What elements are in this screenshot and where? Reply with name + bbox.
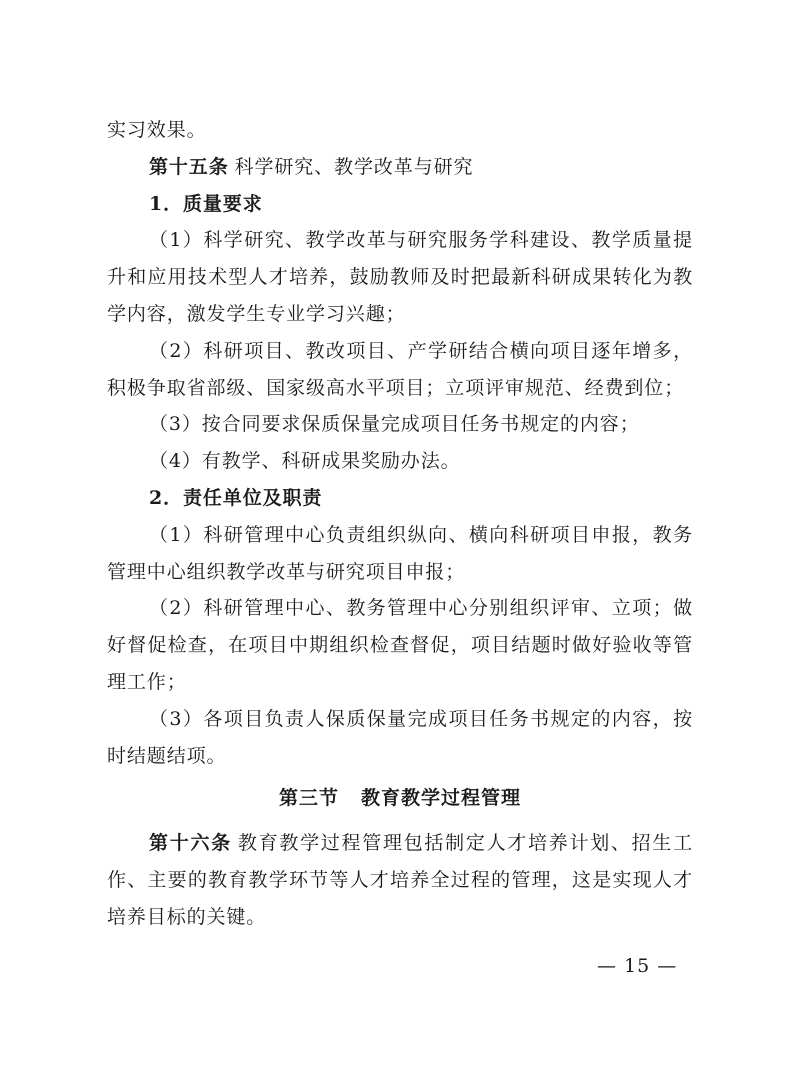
list-item: （1）科学研究、教学改革与研究服务学科建设、教学质量提升和应用技术型人才培养，鼓励教师及时把最新科研成果转化为教学内容，激发学生专业学习兴趣；: [107, 229, 693, 325]
list-item: （4）有教学、科研成果奖励办法。: [149, 450, 461, 473]
article-16-label: 第十六条: [149, 832, 232, 855]
list-item: （3）各项目负责人保质保量完成项目任务书规定的内容，按时结题结项。: [107, 707, 693, 767]
section-heading: [107, 780, 693, 817]
subheading-quality-requirements: 1．质量要求: [149, 192, 263, 215]
paragraph-continuation: 实习效果。: [107, 119, 207, 141]
article-15-heading: [107, 149, 693, 186]
page-number: — 15 —: [597, 955, 678, 977]
article-15-title: 科学研究、教学改革与研究: [234, 155, 474, 178]
section-title: 教育教学过程管理: [361, 787, 522, 810]
subheading-responsibilities: 2．责任单位及职责: [149, 486, 323, 509]
article-16-paragraph: [107, 825, 693, 935]
page-body: [107, 112, 693, 936]
article-16-text: 教育教学过程管理包括制定人才培养计划、招生工作、主要的教育教学环节等人才培养全过程的管理，这是实现人才培养目标的关键。: [107, 832, 693, 928]
article-15-label: 第十五条: [149, 155, 229, 178]
list-item: （2）科研管理中心、教务管理中心分别组织评审、立项；做好督促检查，在项目中期组织检查督促，项目结题时做好验收等管理工作；: [107, 597, 693, 693]
list-item: （1）科研管理中心负责组织纵向、横向科研项目申报，教务管理中心组织教学改革与研究项目申报；: [107, 523, 693, 583]
list-item: （3）按合同要求保质保量完成项目任务书规定的内容；: [149, 413, 640, 436]
section-number: 第三节: [278, 787, 339, 810]
list-item: （2）科研项目、教改项目、产学研结合横向项目逐年增多，积极争取省部级、国家级高水平项目；立项评审规范、经费到位；: [107, 339, 693, 399]
